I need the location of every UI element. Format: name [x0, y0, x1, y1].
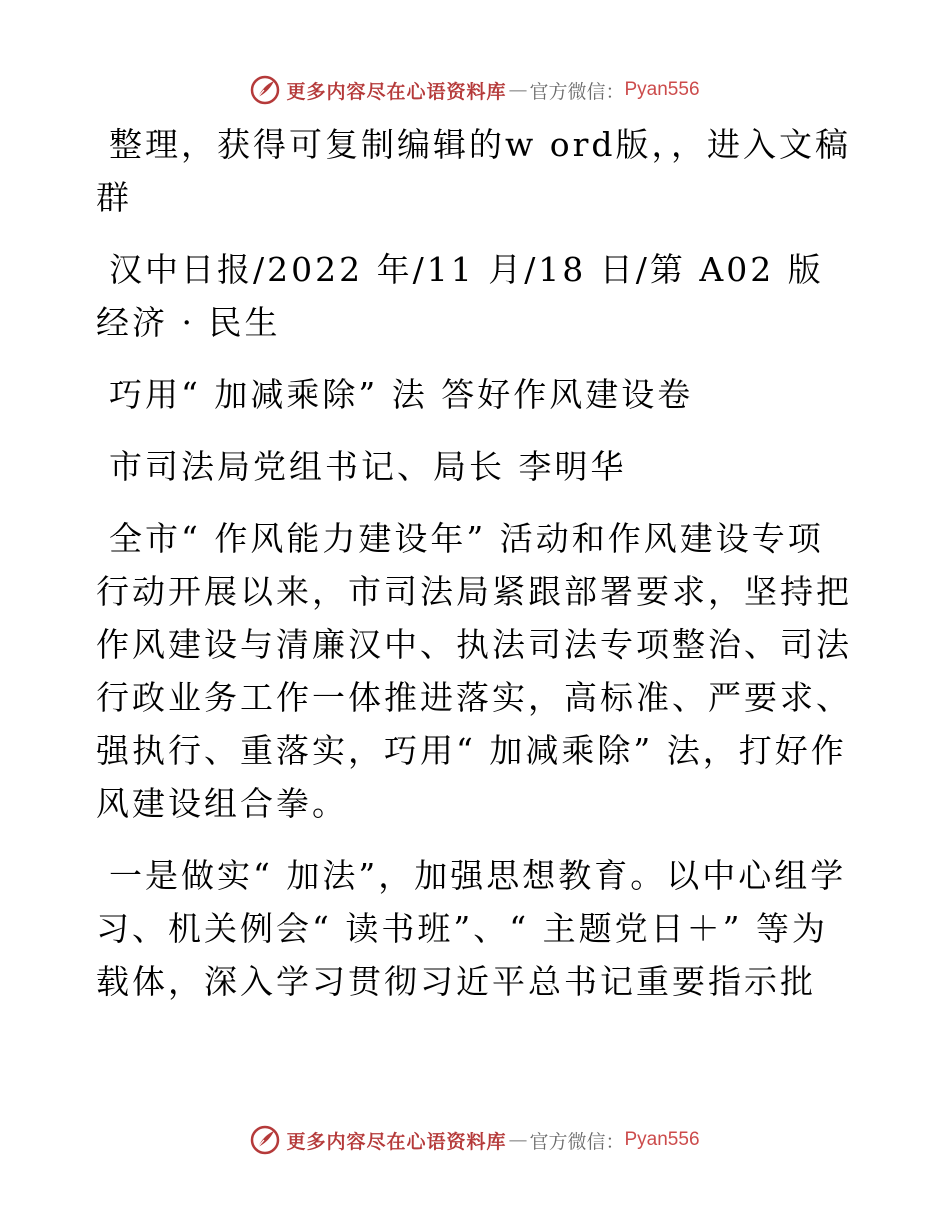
feather-pen-logo-icon: [250, 1125, 280, 1155]
document-paragraph: 整理，获得可复制编辑的w ord版，，进入文稿群: [96, 125, 852, 217]
watermark-label: 官方微信：: [529, 1130, 625, 1153]
watermark-id: Pyan556: [624, 79, 700, 100]
watermark-separator: —: [508, 1129, 528, 1151]
article-author: 市司法局党组书记、局长 李明华: [109, 447, 627, 486]
watermark-brand: 更多内容尽在心语资料库: [286, 1130, 507, 1153]
watermark-label: 官方微信：: [529, 80, 625, 103]
watermark-id: Pyan556: [624, 1129, 700, 1150]
document-body: [96, 118, 854, 1027]
document-paragraph: 汉中日报/2022 年/11 月/18 日/第 A02 版经济 · 民生: [96, 250, 824, 342]
feather-pen-logo-icon: [250, 75, 280, 105]
header-watermark: [0, 70, 950, 110]
document-paragraph: 全市“ 作风能力建设年” 活动和作风建设专项行动开展以来，市司法局紧跟部署要求，坚持把作风建设与清廉汉中、执法司法专项整治、司法行政业务工作一体推进落实，高标准、严要求、强执行、重落实，巧用“ 加减乘除” 法，打好作风建设组合拳。: [96, 519, 852, 823]
watermark-brand: 更多内容尽在心语资料库: [286, 80, 507, 103]
document-paragraph: 一是做实“ 加法”，加强思想教育。以中心组学习、机关例会“ 读书班”、“ 主题党日＋” 等为载体，深入学习贯彻习近平总书记重要指示批: [96, 856, 847, 1001]
article-title: 巧用“ 加减乘除” 法 答好作风建设卷: [109, 375, 694, 414]
watermark-separator: —: [508, 79, 528, 101]
footer-watermark: [0, 1120, 950, 1160]
